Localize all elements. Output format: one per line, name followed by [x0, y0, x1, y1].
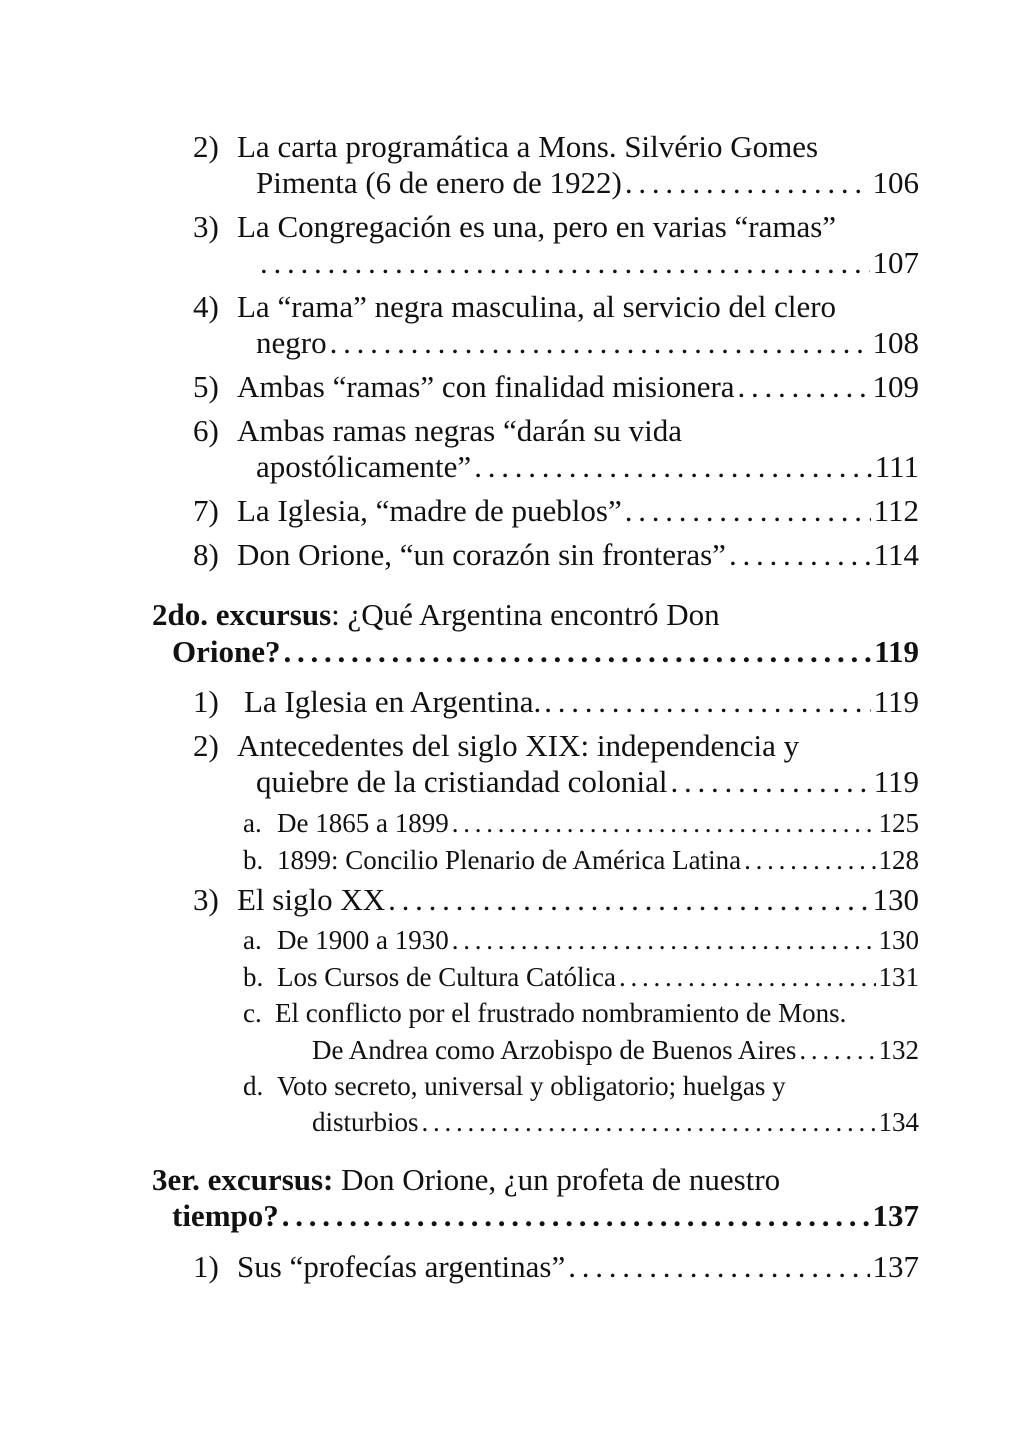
dot-leader	[330, 327, 870, 358]
page-number: 131	[878, 962, 919, 992]
toc-subentry-continuation: De Andrea como Arzobispo de Buenos Aires . . . 132	[312, 1037, 919, 1064]
toc-entry: 3) El siglo XX . . . 130	[193, 884, 919, 915]
toc-subentry: c. El conflicto por el frustrado nombramiento de Mons.	[243, 998, 847, 1028]
dot-leader	[738, 371, 870, 402]
toc-entry-continuation: negro . . . 108	[256, 327, 919, 358]
dot-leader	[284, 636, 872, 667]
toc-entry: 4) La “rama” negra masculina, al servicio del clero	[193, 289, 837, 324]
toc-entry-continuation	[260, 247, 919, 278]
toc-subentry: b. Los Cursos de Cultura Católica . . . 131	[243, 964, 919, 991]
page-number: 119	[873, 684, 919, 719]
dot-leader	[260, 247, 870, 278]
dot-leader	[729, 539, 871, 570]
toc-entry: 2) La carta programática a Mons. Silvério Gomes	[193, 129, 819, 164]
toc-entry: 2) Antecedentes del siglo XIX: independencia y	[193, 728, 800, 763]
toc-entry: 1) La Iglesia en Argentina. . . . 119	[193, 686, 919, 717]
page-number: 134	[878, 1107, 919, 1137]
dot-leader	[282, 1200, 870, 1231]
toc-entry: 3) La Congregación es una, pero en varias “ramas”	[193, 209, 837, 244]
toc-subentry: a. De 1865 a 1899 . . . 125	[243, 810, 919, 837]
page-number: 119	[873, 764, 919, 799]
dot-leader	[452, 927, 876, 954]
section-title-continuation: tiempo? . . . 137	[172, 1200, 919, 1231]
dot-leader	[452, 810, 876, 837]
section-title: 3er. excursus: Don Orione, ¿un profeta de nuestro	[152, 1162, 781, 1197]
toc-entry: 1) Sus “profecías argentinas” . . . 137	[193, 1251, 919, 1282]
toc-entry-continuation: apostólicamente” . . . 111	[256, 451, 919, 482]
toc-entry-continuation: Pimenta (6 de enero de 1922) . . . 106	[256, 167, 919, 198]
section-title-continuation: Orione? . . . 119	[172, 636, 919, 667]
toc-entry: 8) Don Orione, “un corazón sin fronteras” . . . 114	[193, 539, 919, 570]
dot-leader	[568, 1251, 869, 1282]
dot-leader	[388, 884, 869, 915]
toc-subentry: a. De 1900 a 1930 . . . 130	[243, 927, 919, 954]
dot-leader	[625, 167, 870, 198]
dot-leader	[670, 766, 870, 797]
page-number: 107	[872, 245, 919, 280]
page-number: 119	[874, 634, 919, 669]
toc-entry: 6) Ambas ramas negras “darán su vida	[193, 413, 683, 448]
dot-leader	[474, 451, 872, 482]
page-number: 132	[878, 1035, 919, 1065]
dot-leader	[799, 1037, 875, 1064]
dot-leader	[619, 964, 876, 991]
page-number: 125	[878, 808, 919, 838]
page-number: 109	[872, 369, 919, 404]
page-number: 137	[872, 1249, 919, 1284]
toc-subentry: b. 1899: Concilio Plenario de América Latina . . . 128	[243, 847, 919, 874]
page-number: 130	[878, 925, 919, 955]
page-number: 137	[872, 1198, 919, 1233]
toc-entry: 5) Ambas “ramas” con finalidad misionera . . . 109	[193, 371, 919, 402]
dot-leader	[422, 1109, 876, 1136]
section-title: 2do. excursus : ¿Qué Argentina encontró Don	[152, 597, 720, 632]
dot-leader	[544, 686, 870, 717]
toc-subentry-continuation: disturbios . . . 134	[312, 1109, 919, 1136]
toc-entry: 7) La Iglesia, “madre de pueblos” . . . 112	[193, 495, 919, 526]
dot-leader	[744, 847, 875, 874]
page-number: 111	[874, 449, 919, 484]
page-number: 106	[872, 165, 919, 200]
page-number: 128	[878, 845, 919, 875]
page-number: 112	[873, 493, 919, 528]
page-number: 114	[873, 537, 919, 572]
toc-entry-continuation: quiebre de la cristiandad colonial . . . 119	[256, 766, 919, 797]
page-number: 130	[872, 882, 919, 917]
toc-subentry: d. Voto secreto, universal y obligatorio; huelgas y	[243, 1071, 786, 1101]
dot-leader	[625, 495, 871, 526]
page-number: 108	[872, 325, 919, 360]
